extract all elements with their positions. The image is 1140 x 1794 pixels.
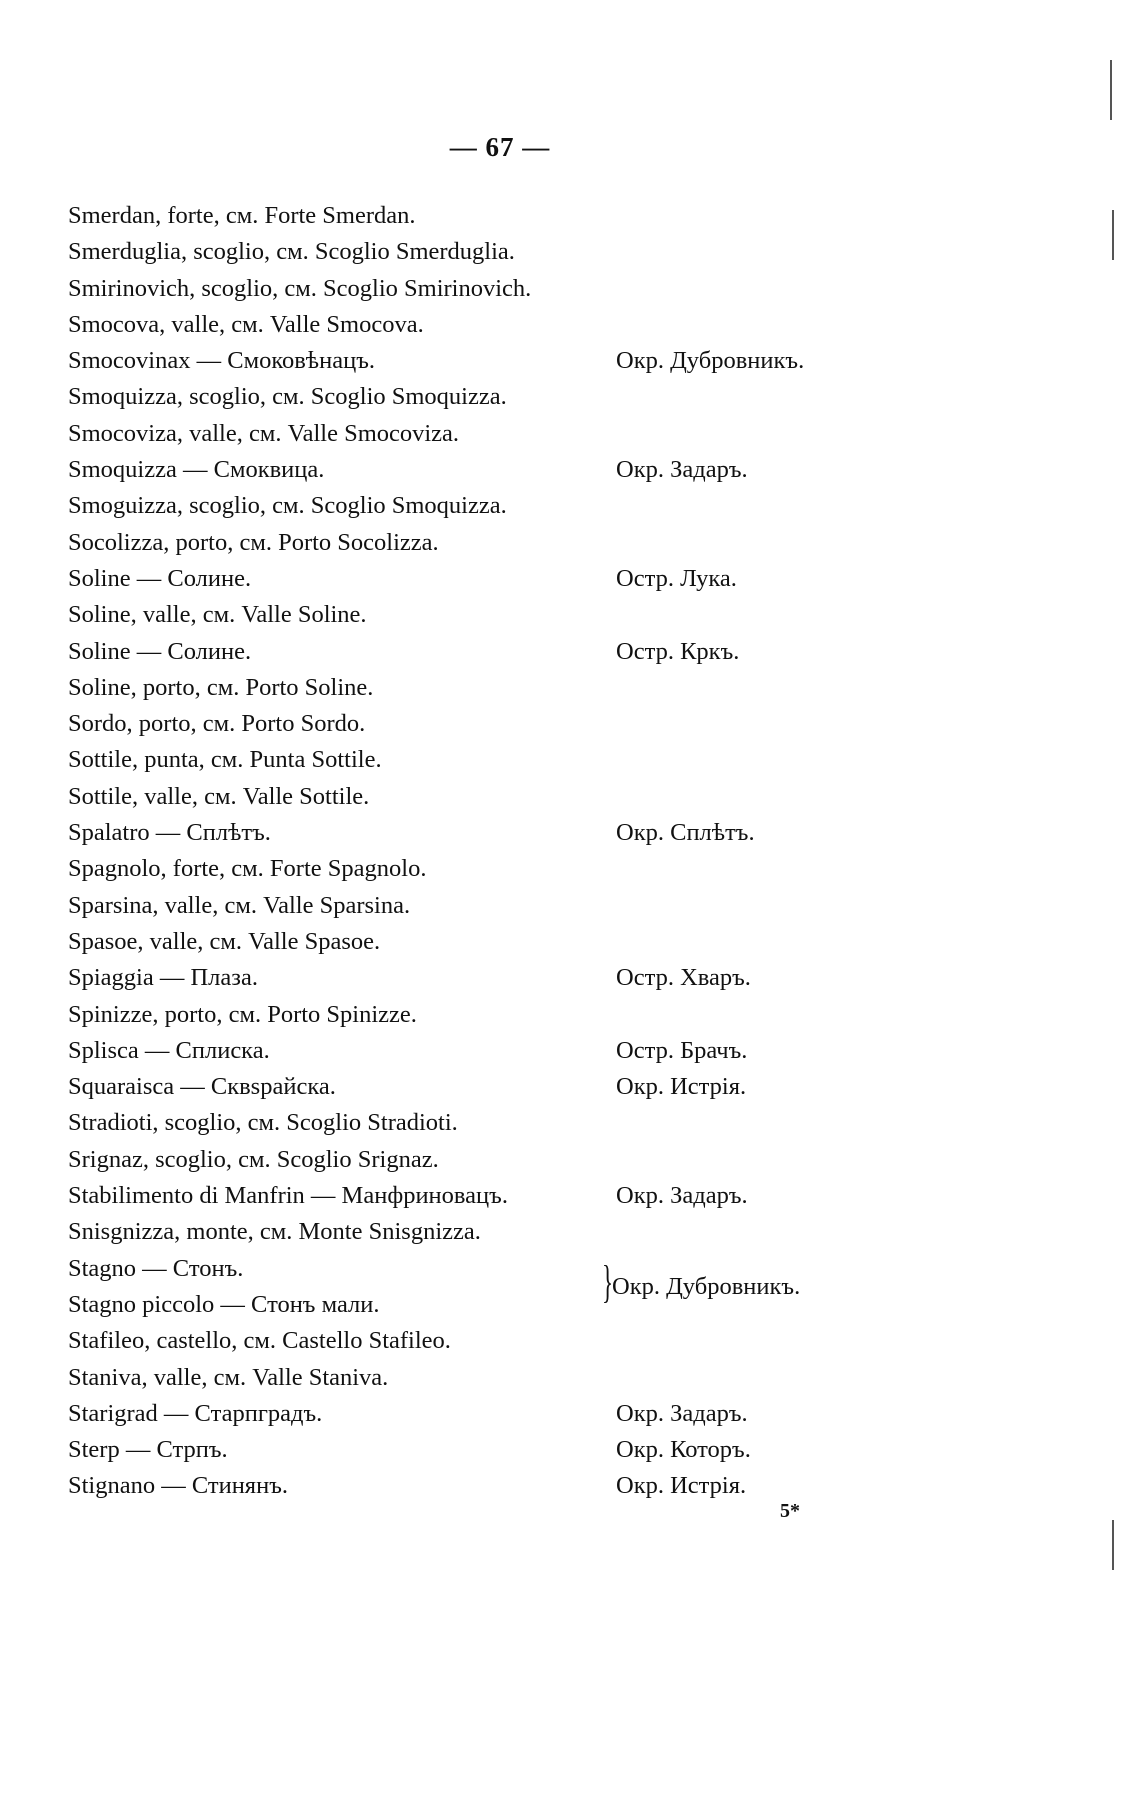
list-item (68, 1360, 848, 1396)
list-item (68, 271, 848, 307)
list-item (68, 561, 848, 597)
entry-region: Остр. Кркъ. (616, 637, 740, 665)
list-item (68, 1396, 848, 1432)
printer-signature-mark: 5* (780, 1500, 800, 1522)
list-item (68, 452, 848, 488)
list-item (68, 198, 848, 234)
entry-region: Окр. Которъ. (616, 1436, 751, 1464)
entry-term: Smocovinax — Смоковѣнацъ. (68, 347, 376, 375)
list-item (68, 960, 848, 996)
entry-term: Sordo, porto, см. Porto Sordo. (68, 710, 366, 738)
list-item (68, 1033, 848, 1069)
list-item (68, 815, 848, 851)
entry-term: Sottile, valle, см. Valle Sottile. (68, 782, 370, 810)
entry-region: Окр. Сплѣтъ. (616, 819, 755, 847)
entry-region: Окр. Дубровникъ. (616, 347, 805, 375)
entry-term: Squaraisca — Сквѕрайска. (68, 1073, 336, 1101)
entry-term: Sterp — Стрпъ. (68, 1436, 228, 1464)
list-item (68, 1142, 848, 1178)
list-item (68, 924, 848, 960)
list-item (68, 234, 848, 270)
entry-term: Spagnolo, forte, см. Forte Spagnolo. (68, 855, 427, 883)
entry-term: Soline, valle, см. Valle Soline. (68, 601, 367, 629)
list-item (68, 379, 848, 415)
list-item (68, 1287, 848, 1323)
entry-term: Spasoe, valle, см. Valle Spasoe. (68, 927, 381, 955)
list-item (68, 706, 848, 742)
entry-term: Sottile, punta, см. Punta Sottile. (68, 746, 382, 774)
entry-term: Soline, porto, см. Porto Soline. (68, 673, 374, 701)
list-item (68, 779, 848, 815)
page-number: — 67 — (449, 132, 551, 162)
entry-term: Spinizze, porto, см. Porto Spinizze. (68, 1000, 417, 1028)
entry-term: Smoquizza, scoglio, см. Scoglio Smoquizza. (68, 383, 507, 411)
list-item (68, 343, 848, 379)
entry-term: Smocova, valle, см. Valle Smocova. (68, 310, 424, 338)
entry-term: Socolizza, porto, см. Porto Socolizza. (68, 528, 439, 556)
list-item (68, 416, 848, 452)
entry-region: Окр. Истрія. (616, 1472, 747, 1500)
entry-term: Smerdan, forte, см. Forte Smerdan. (68, 202, 416, 229)
entry-term: Spiaggia — Плаза. (68, 964, 258, 992)
entry-term: Starigrad — Старпградъ. (68, 1399, 323, 1427)
list-item (68, 888, 848, 924)
list-item (68, 1214, 848, 1250)
list-item (68, 1105, 848, 1141)
entry-term: Smirinovich, scoglio, см. Scoglio Smirinovich. (68, 274, 532, 302)
entry-term: Stagno — Стонъ. (68, 1254, 244, 1282)
list-item (68, 488, 848, 524)
list-item (68, 1069, 848, 1105)
list-item (68, 1323, 848, 1359)
list-item (68, 670, 848, 706)
list-item (68, 525, 848, 561)
entry-term: Smoguizza, scoglio, см. Scoglio Smoquizza. (68, 492, 507, 520)
list-item (68, 997, 848, 1033)
list-item (68, 1432, 848, 1468)
scan-margin-mark (1112, 1520, 1114, 1570)
entry-term: Stafileo, castello, см. Castello Stafileo. (68, 1327, 451, 1355)
entry-region: Окр. Задаръ. (616, 1399, 748, 1427)
entry-term: Staniva, valle, см. Valle Staniva. (68, 1363, 389, 1391)
list-item (68, 634, 848, 670)
scan-margin-mark (1110, 60, 1112, 120)
entry-term: Splisca — Сплиска. (68, 1036, 270, 1064)
list-item (68, 1178, 848, 1214)
entry-term: Srignaz, scoglio, см. Scoglio Srignaz. (68, 1145, 439, 1173)
entry-term: Soline — Солине. (68, 637, 252, 665)
list-item (68, 597, 848, 633)
entry-term: Smoquizza — Смоквица. (68, 456, 325, 484)
entry-region: Остр. Брачъ. (616, 1036, 748, 1064)
entry-term: Stabilimento di Manfrin — Манфриновацъ. (68, 1182, 508, 1210)
entry-term: Soline — Солине. (68, 564, 252, 592)
grouping-brace: } (602, 1255, 614, 1307)
entry-term: Stradioti, scoglio, см. Scoglio Stradioti. (68, 1109, 458, 1137)
entry-region: Остр. Лука. (616, 564, 737, 592)
gazetteer-entries (68, 198, 848, 1505)
entry-region: Остр. Хваръ. (616, 964, 751, 992)
entry-region: Окр. Задаръ. (616, 456, 748, 484)
entry-term: Stignano — Стинянъ. (68, 1472, 288, 1500)
entry-region: Окр. Задаръ. (616, 1182, 748, 1210)
grouped-region-label: Окр. Дубровникъ. (612, 1272, 801, 1300)
entry-region: Окр. Истрія. (616, 1073, 747, 1101)
entry-term: Spalatro — Сплѣтъ. (68, 819, 271, 847)
scan-margin-mark (1112, 210, 1114, 260)
entry-term: Smocoviza, valle, см. Valle Smocoviza. (68, 419, 460, 447)
list-item (68, 1468, 848, 1504)
entry-term: Stagno piccolo — Стонъ мали. (68, 1290, 380, 1318)
list-item (68, 307, 848, 343)
entry-term: Snisgnizza, monte, см. Monte Snisgnizza. (68, 1218, 481, 1246)
entry-term: Smerduglia, scoglio, см. Scoglio Smerduglia. (68, 238, 515, 266)
list-item (68, 742, 848, 778)
list-item (68, 851, 848, 887)
entry-term: Sparsina, valle, см. Valle Sparsina. (68, 891, 411, 919)
